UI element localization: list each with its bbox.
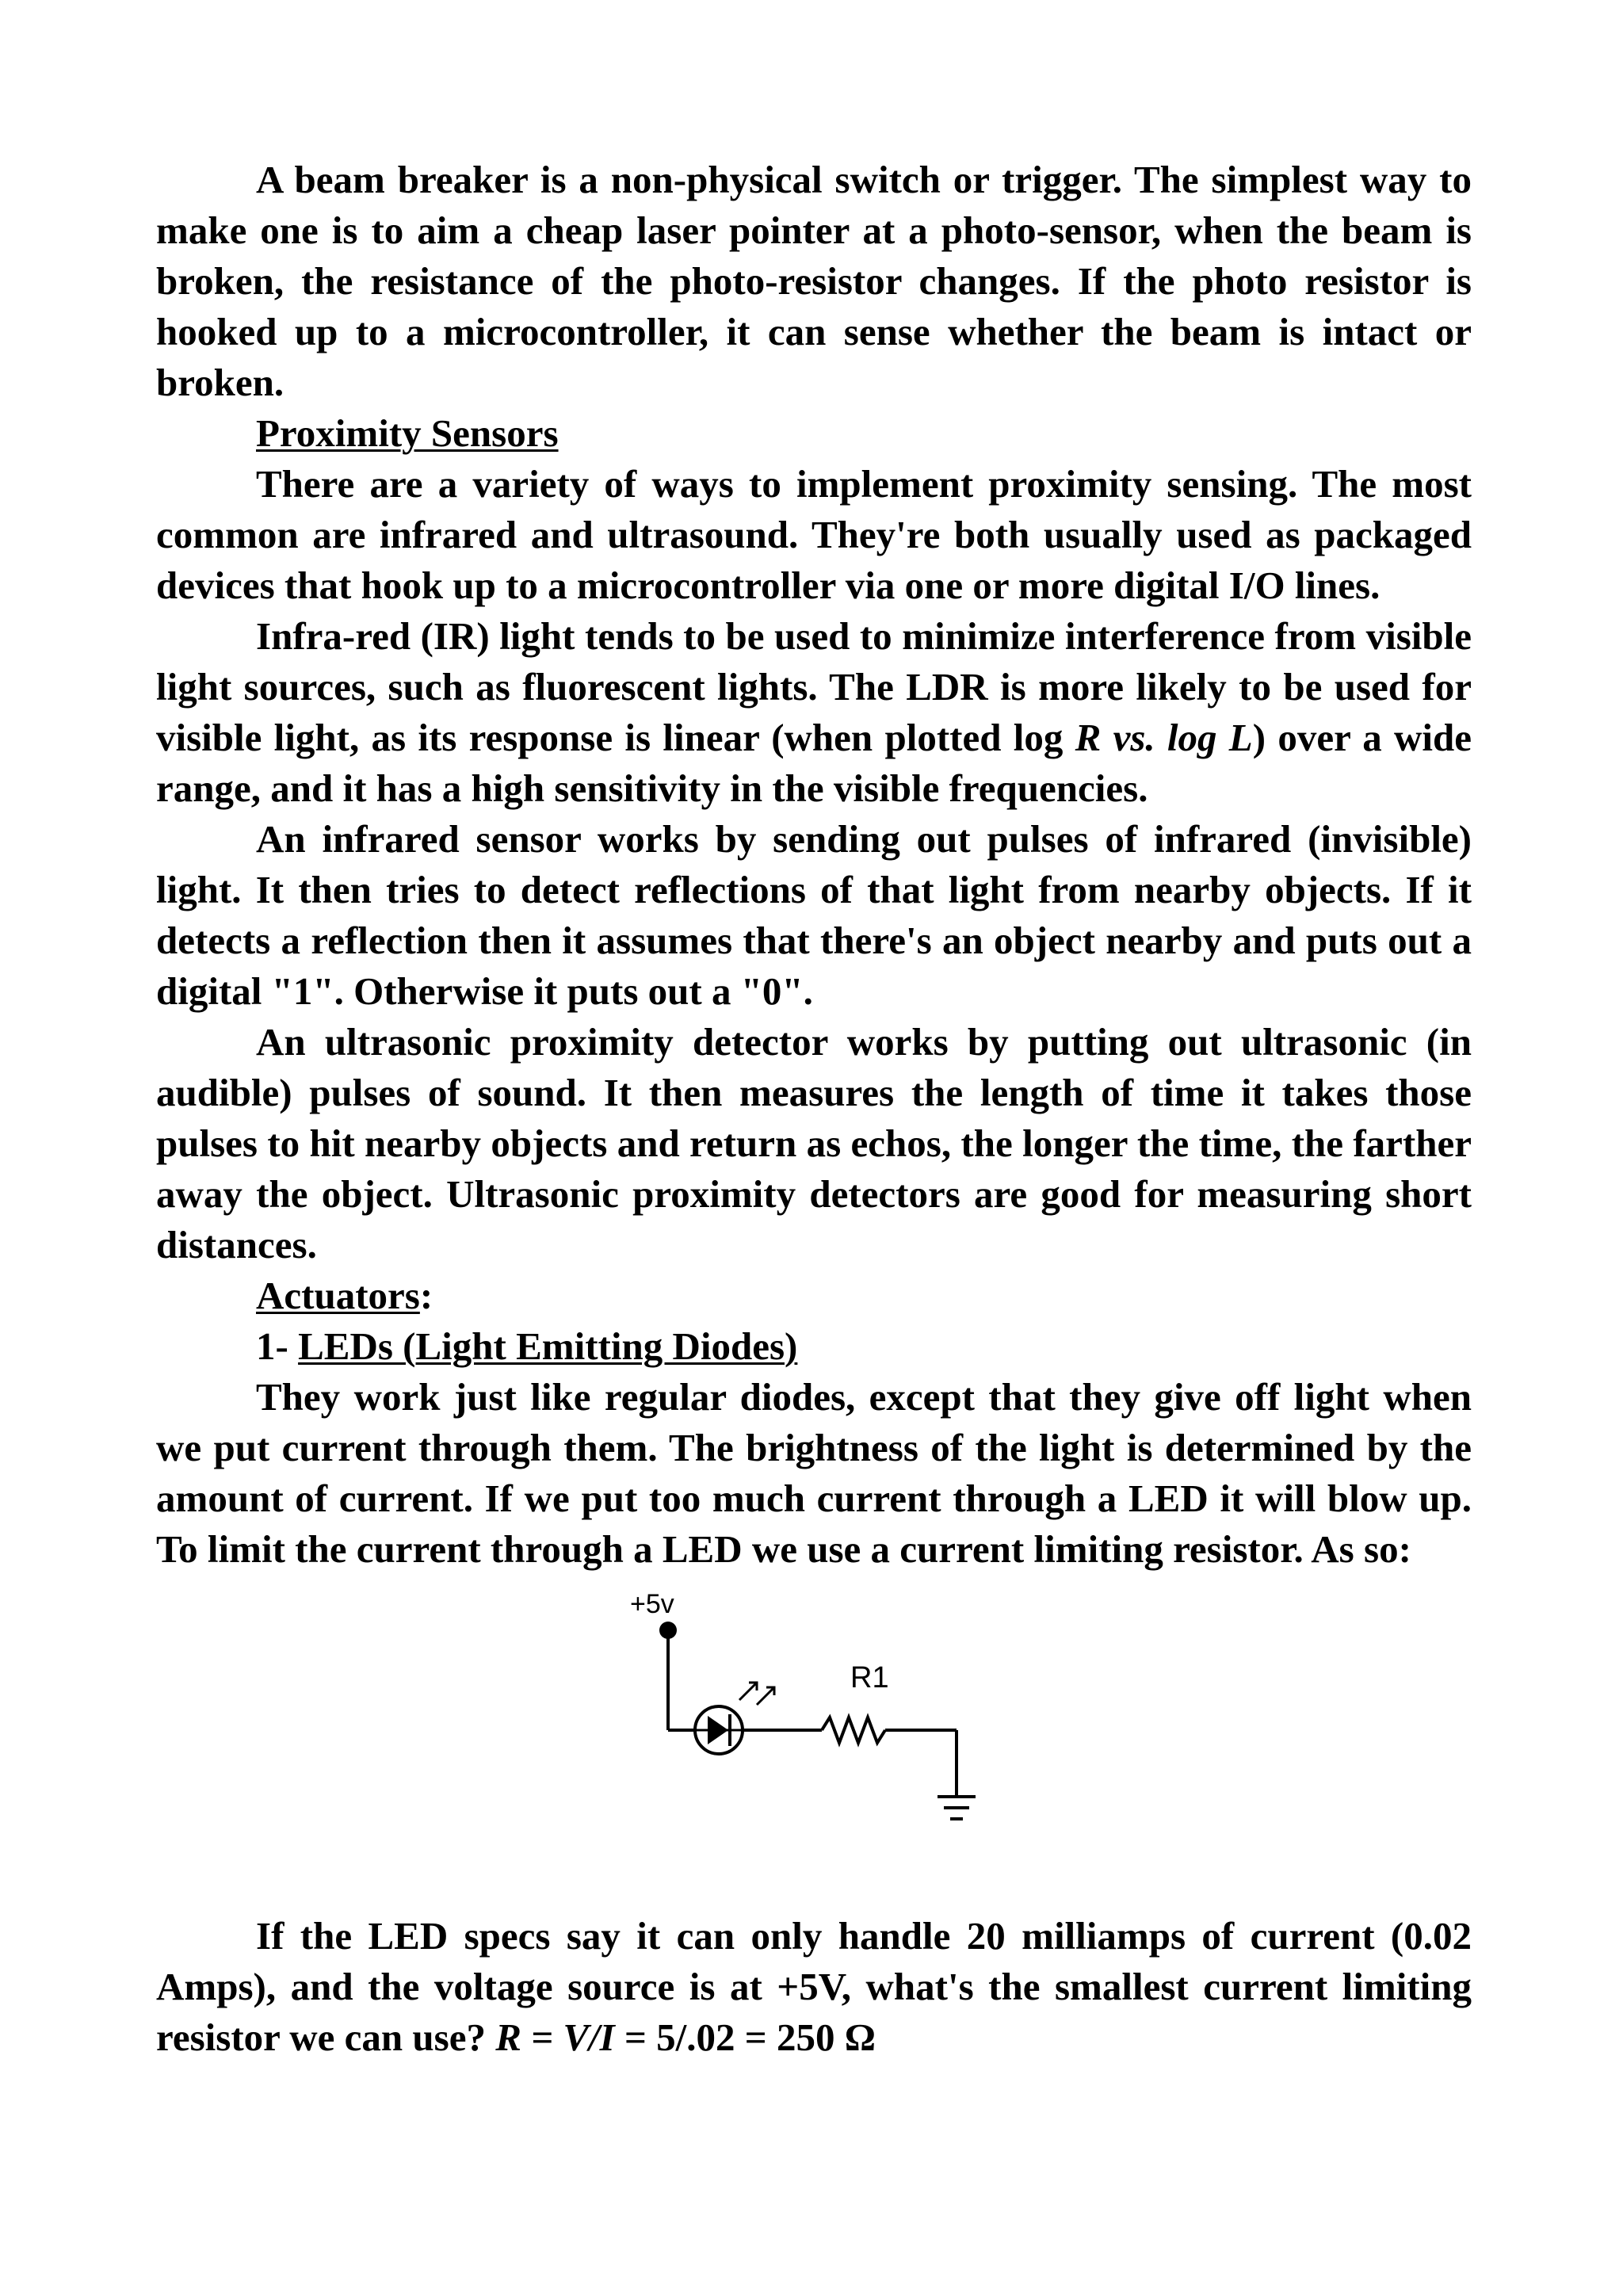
- resistor-calculation-paragraph: [156, 1911, 1472, 2063]
- proximity-sensors-heading: [156, 408, 1472, 459]
- led-circuit-diagram: [630, 1589, 1002, 1878]
- led-paragraph: They work just like regular diodes, except that they give off light when we put current through them. The brightness of the light is determined by the amount of current. If we put too much current through a LED it will blow up. To limit the current through a LED we use a current limiting resistor. As so:: [156, 1375, 1472, 1571]
- resistor-zigzag: [822, 1717, 885, 1743]
- infrared-ldr-text-2: ) over a wide range, and it has a high sensitivity in the visible frequencies.: [156, 716, 1472, 810]
- led-heading-text: LEDs (Light Emitting Diodes): [298, 1324, 798, 1368]
- infrared-ldr-paragraph: [156, 611, 1472, 814]
- infrared-ldr-italic: R vs. log L: [1075, 716, 1253, 759]
- infrared-sensor-paragraph: An infrared sensor works by sending out pulses of infrared (invisible) light. It then tries to detect reflections of that light from nearby objects. If it detects a reflection then it assumes that there's an object nearby and puts out a digital "1". Otherwise it puts out a "0".: [156, 817, 1472, 1013]
- actuators-heading-colon: :: [419, 1274, 433, 1317]
- light-arrow-2: [757, 1687, 774, 1705]
- actuators-heading-text: Actuators: [256, 1274, 420, 1317]
- beam-breaker-paragraph: A beam breaker is a non-physical switch or trigger. The simplest way to make one is to aim a cheap laser pointer at a photo-sensor, when the beam is broken, the resistance of the photo-resistor changes. If the photo resistor is hooked up to a microcontroller, it can sense whether the beam is intact or broken.: [156, 158, 1472, 404]
- led-circuit-figure: [156, 1589, 1472, 1882]
- proximity-sensors-heading-text: Proximity Sensors: [256, 411, 559, 455]
- light-arrow-1: [739, 1683, 757, 1700]
- infrared-ldr-text-1: Infra-red (IR) light tends to be used to minimize interference from visible light sources, such as fluorescent lights. The LDR is more likely to be used for visible light, as its response is linear (when plotted log: [156, 614, 1472, 759]
- led-diode-triangle: [708, 1716, 728, 1744]
- led-heading-number: 1-: [256, 1324, 299, 1368]
- resistor-label: R1: [850, 1661, 889, 1694]
- proximity-intro-paragraph: There are a variety of ways to implement proximity sensing. The most common are infrared and ultrasound. They're both usually used as packaged devices that hook up to a microcontroller via one or more digital I/O lines.: [156, 462, 1472, 607]
- actuators-heading: [156, 1270, 1472, 1321]
- calculation-formula-italic: R = V/I: [495, 2015, 615, 2059]
- led-heading: [156, 1321, 1472, 1372]
- ultrasonic-paragraph: An ultrasonic proximity detector works by putting out ultrasonic (in audible) pulses of sound. It then measures the length of time it takes those pulses to hit nearby objects and return as echos, the longer the time, the farther away the object. Ultrasonic proximity detectors are good for measuring short distances.: [156, 1020, 1472, 1266]
- calculation-text-2: = 5/.02 = 250 Ω: [614, 2015, 876, 2059]
- supply-label: +5v: [630, 1589, 674, 1619]
- document-page: [156, 155, 1472, 2063]
- calculation-text-1: If the LED specs say it can only handle 20 milliamps of current (0.02 Amps), and the voltage source is at +5V, what's the smallest current limiting resistor we can use?: [156, 1914, 1472, 2059]
